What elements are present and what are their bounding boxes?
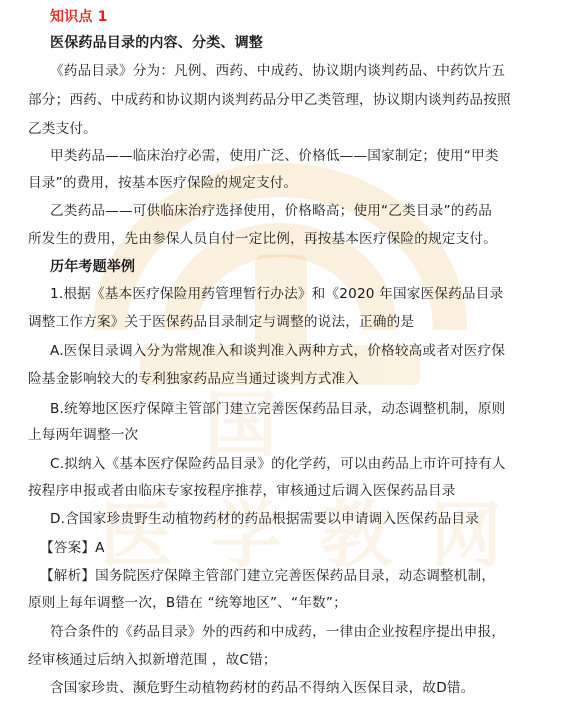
- section-heading: 知识点 1: [50, 9, 108, 25]
- option-b-line-2: 上每两年调整一次: [28, 427, 139, 443]
- analysis-line-1: 【解析】国务院医疗保障主管部门建立完善医保药品目录，动态调整机制，: [40, 568, 496, 584]
- class-a-line-1: 甲类药品——临床治疗必需，使用广泛、价格低——国家制定；使用“甲类: [50, 148, 499, 164]
- option-d-line-1: D.含国家珍贵野生动植物药材的药品根据需要以申请调入医保药品目录: [50, 511, 479, 527]
- svg-text:国: 国: [205, 383, 278, 467]
- analysis-line-5: 含国家珍贵、濒危野生动植物药材的药品不得纳入医保目录，故D错。: [50, 680, 475, 696]
- option-b-line-1: B.统筹地区医疗保障主管部门建立完善医保药品目录，动态调整机制，原则: [50, 401, 506, 417]
- option-c-line-2: 按程序申报或者由临床专家按程序推荐，审核通过后调入医保药品目录: [28, 483, 456, 499]
- svg-text:教: 教: [320, 493, 393, 577]
- question-line-1: 1.根据《基本医疗保险用药管理暂行办法》和《2020 年国家医保药品目录: [50, 286, 504, 302]
- class-b-line-1: 乙类药品——可供临床治疗选择使用，价格略高；使用“乙类目录”的药品: [50, 203, 493, 219]
- intro-line-3: 乙类支付。: [28, 121, 97, 137]
- option-c-line-1: C.拟纳入《基本医疗保险药品目录》的化学药，可以由药品上市许可持有人: [50, 456, 506, 472]
- answer-line: 【答案】A: [40, 540, 105, 556]
- svg-text:学: 学: [210, 493, 283, 577]
- option-a-line-2: 险基金影响较大的专利独家药品应当通过谈判方式准入: [28, 371, 360, 387]
- analysis-line-4: 经审核通过后纳入拟新增范围 ，故C错；: [28, 652, 277, 668]
- intro-line-1: 《药品目录》分为：凡例、西药、中成药、协议期内谈判药品、中药饮片五: [50, 63, 506, 79]
- class-b-line-2: 所发生的费用，先由参保人员自付一定比例，再按基本医疗保险的规定支付。: [28, 231, 497, 247]
- analysis-line-3: 符合条件的《药品目录》外的西药和中成药，一律由企业按程序提出申报，: [50, 624, 506, 640]
- section-subheading: 医保药品目录的内容、分类、调整: [50, 35, 263, 51]
- svg-text:网: 网: [430, 493, 503, 577]
- analysis-line-2: 原则上每年调整一次，B错在 “统筹地区”、“年数”；: [28, 595, 347, 611]
- class-a-line-2: 目录”的费用，按基本医疗保险的规定支付。: [28, 175, 298, 191]
- intro-line-2: 部分；西药、中成药和协议期内谈判药品分甲乙类管理，协议期内谈判药品按照: [28, 92, 511, 108]
- svg-text:医: 医: [100, 493, 173, 577]
- exam-heading: 历年考题举例: [50, 259, 136, 275]
- option-a-line-1: A.医保目录调入分为常规准入和谈判准入两种方式，价格较高或者对医疗保: [50, 343, 506, 359]
- question-line-2: 调整工作方案》关于医保药品目录制定与调整的说法，正确的是: [28, 314, 415, 330]
